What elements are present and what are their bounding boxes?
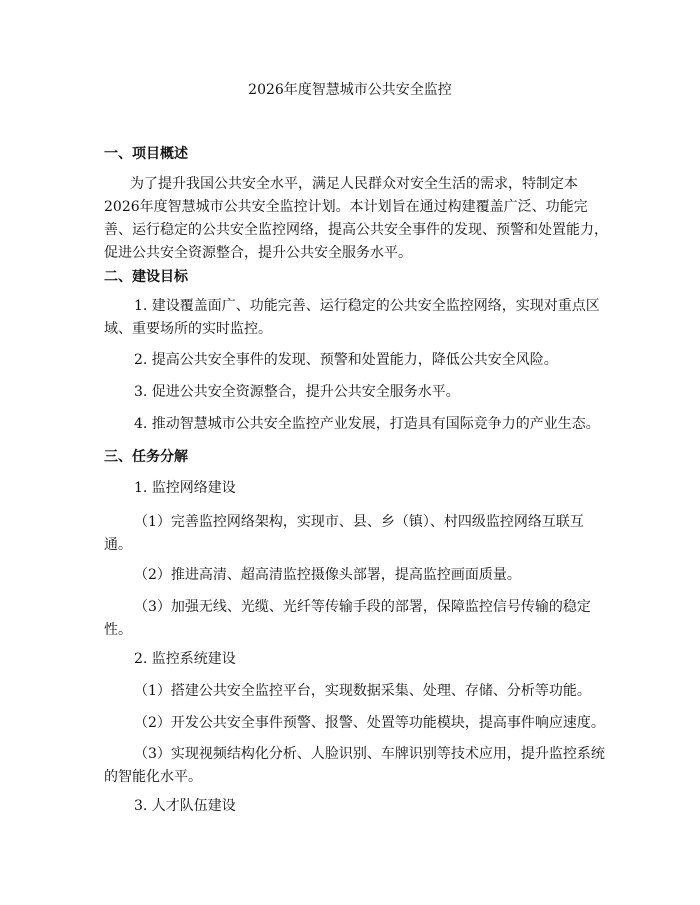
paragraph-line: 2026年度智慧城市公共安全监控计划。本计划旨在通过构建覆盖广泛、功能完 — [104, 199, 588, 215]
task-group-label-text: 3. 人才队伍建设 — [134, 798, 236, 814]
task-sub-item — [104, 680, 604, 703]
goal-line: 域、重要场所的实时监控。 — [104, 321, 272, 337]
task-sub-item — [104, 564, 604, 587]
task-group-label — [104, 648, 604, 671]
task-group-label — [104, 795, 604, 818]
task-sub-line: （2）推进高清、超高清监控摄像头部署，提高监控画面质量。 — [134, 567, 521, 583]
task-group-label — [104, 477, 604, 500]
goal-line: 1. 建设覆盖面广、功能完善、运行稳定的公共安全监控网络，实现对重点区 — [134, 298, 600, 314]
task-sub-line: 的智能化水平。 — [104, 769, 202, 785]
goal-line: 3. 促进公共安全资源整合，提升公共安全服务水平。 — [134, 384, 460, 400]
goal-item — [104, 295, 604, 341]
overview-paragraph — [104, 173, 608, 265]
section-heading-tasks: 三、任务分解 — [104, 449, 188, 465]
section-heading-overview: 一、项目概述 — [104, 146, 188, 162]
task-sub-line: （1）搭建公共安全监控平台，实现数据采集、处理、存储、分析等功能。 — [134, 683, 591, 699]
task-group-label-text: 1. 监控网络建设 — [134, 480, 236, 496]
task-group-label-text: 2. 监控系统建设 — [134, 651, 236, 667]
goal-line: 4. 推动智慧城市公共安全监控产业发展，打造具有国际竞争力的产业生态。 — [134, 416, 600, 432]
task-sub-line: 通。 — [104, 537, 132, 553]
goal-item — [104, 413, 604, 436]
section-heading-goals: 二、建设目标 — [104, 269, 188, 285]
task-sub-line: （1）完善监控网络架构，实现市、县、乡（镇）、村四级监控网络互联互 — [134, 514, 584, 530]
goal-item — [104, 349, 604, 372]
task-sub-item — [104, 743, 604, 789]
document-title: 2026年度智慧城市公共安全监控 — [248, 82, 452, 98]
task-sub-line: （3）加强无线、光缆、光纤等传输手段的部署，保障监控信号传输的稳定 — [134, 599, 591, 615]
task-sub-line: （3）实现视频结构化分析、人脸识别、车牌识别等技术应用，提升监控系统 — [134, 746, 605, 762]
task-sub-item — [104, 596, 604, 642]
task-sub-line: 性。 — [104, 622, 132, 638]
task-sub-line: （2）开发公共安全事件预警、报警、处置等功能模块，提高事件响应速度。 — [134, 715, 605, 731]
task-sub-item — [104, 712, 604, 735]
goal-item — [104, 381, 604, 404]
paragraph-line: 为了提升我国公共安全水平，满足人民群众对安全生活的需求，特制定本 — [130, 176, 578, 192]
paragraph-line: 促进公共安全资源整合，提升公共安全服务水平。 — [104, 245, 412, 261]
task-sub-item — [104, 511, 604, 557]
goal-line: 2. 提高公共安全事件的发现、预警和处置能力，降低公共安全风险。 — [134, 352, 558, 368]
paragraph-line: 善、运行稳定的公共安全监控网络，提高公共安全事件的发现、预警和处置能力， — [104, 222, 608, 238]
